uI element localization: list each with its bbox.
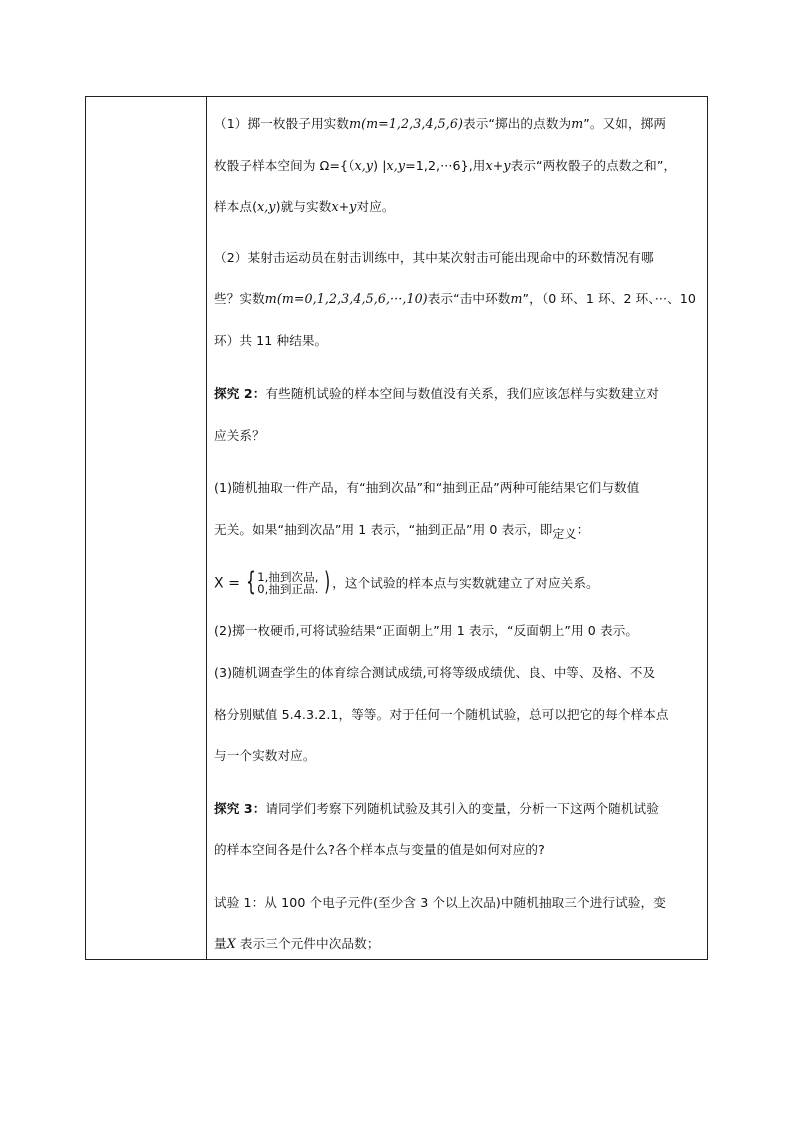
para1-line2 bbox=[214, 155, 676, 174]
text: ”，（0 环、1 环、2 环、···、10 bbox=[522, 291, 696, 306]
text: 对应。 bbox=[356, 199, 395, 214]
item2-line1: (2)掷一枚硬币,可将试验结果“正面朝上”用 1 表示，“反面朝上”用 0 表示。 bbox=[214, 623, 639, 638]
text: 无关。如果“抽到次品”用 1 表示，“抽到正品”用 0 表示，即 bbox=[214, 522, 553, 537]
text: 量 bbox=[214, 936, 227, 951]
text: 表示“击中环数 bbox=[427, 291, 511, 306]
math-expr: x,y bbox=[354, 158, 374, 173]
math-expr: x+y bbox=[331, 199, 357, 214]
text: 些？实数 bbox=[214, 291, 265, 306]
explore2-line2: 应关系？ bbox=[214, 428, 265, 443]
math-expr: (m=0,1,2,3,4,5,6,···,10) bbox=[276, 291, 428, 306]
math-expr: (m=1,2,3,4,5,6) bbox=[361, 116, 464, 131]
math-var: m bbox=[264, 291, 277, 306]
case-row: 1,抽到次品, bbox=[257, 570, 319, 584]
item3-line3: 与一个实数对应。 bbox=[214, 748, 316, 763]
text: （1）掷一枚骰子用实数 bbox=[214, 116, 350, 131]
text: 定义 bbox=[552, 527, 577, 541]
text: 表示三个元件中次品数； bbox=[235, 936, 380, 951]
item1-line2 bbox=[214, 519, 590, 541]
text: ，这个试验的样本点与实数就建立了对应关系。 bbox=[332, 575, 599, 591]
para2-line1: （2）某射击运动员在射击训练中，其中某次射击可能出现命中的环数情况有哪 bbox=[214, 250, 654, 265]
text: ) | bbox=[373, 158, 387, 173]
math-expr: x,y bbox=[257, 199, 276, 214]
text: ： bbox=[576, 522, 590, 537]
math-var: X = bbox=[214, 575, 241, 592]
text: )就与实数 bbox=[275, 199, 332, 214]
math-expr: =1,2,···6} bbox=[405, 158, 469, 173]
case-row: 0,抽到正品. bbox=[257, 582, 319, 596]
para2-line3: 环）共 11 种结果。 bbox=[214, 333, 328, 348]
column-divider bbox=[206, 97, 207, 959]
item1-line1: (1)随机抽取一件产品，有“抽到次品”和“抽到正品”两种可能结果它们与数值 bbox=[214, 480, 640, 495]
section-heading: 探究 3： bbox=[214, 801, 266, 816]
math-var: X bbox=[226, 936, 236, 951]
lesson-table bbox=[85, 96, 708, 960]
left-brace: { bbox=[246, 567, 257, 597]
text: 有些随机试验的样本空间与数值没有关系，我们应该怎样与实数建立对 bbox=[265, 386, 659, 401]
trial1-line2 bbox=[214, 933, 380, 952]
para1-line1 bbox=[214, 113, 666, 132]
text: 表示“两枚骰子的点数之和”， bbox=[510, 158, 677, 173]
math-expr: x,y bbox=[386, 158, 406, 173]
right-paren: ) bbox=[324, 567, 331, 597]
piecewise-brace bbox=[246, 567, 332, 597]
math-expr: x+y bbox=[485, 158, 511, 173]
item3-line2: 格分别赋值 5.4.3.2.1，等等。对于任何一个随机试验，总可以把它的每个样本点 bbox=[214, 707, 669, 722]
explore2-line1 bbox=[214, 383, 659, 402]
para1-line3 bbox=[214, 196, 395, 215]
text: ”。又如，掷两 bbox=[583, 116, 667, 131]
explore3-line2: 的样本空间各是什么?各个样本点与变量的值是如何对应的? bbox=[214, 842, 545, 857]
para2-line2 bbox=[214, 288, 696, 307]
section-heading: 探究 2： bbox=[214, 386, 266, 401]
text: 请同学们考察下列随机试验及其引入的变量，分析一下这两个随机试验 bbox=[265, 801, 659, 816]
explore3-line1 bbox=[214, 798, 659, 817]
item3-line1: (3)随机调查学生的体育综合测试成绩,可将等级成绩优、良、中等、及格、不及 bbox=[214, 665, 656, 680]
trial1-line1: 试验 1：从 100 个电子元件(至少含 3 个以上次品)中随机抽取三个进行试验，变 bbox=[214, 895, 666, 910]
text: ,用 bbox=[468, 158, 486, 173]
piecewise-definition bbox=[214, 567, 599, 597]
math-var: m bbox=[571, 116, 584, 131]
text: 样本点( bbox=[214, 199, 258, 214]
math-var: m bbox=[349, 116, 362, 131]
math-var: m bbox=[510, 291, 523, 306]
text: 枚骰子样本空间为 Ω={（ bbox=[214, 158, 355, 173]
text: 表示“掷出的点数为 bbox=[463, 116, 572, 131]
